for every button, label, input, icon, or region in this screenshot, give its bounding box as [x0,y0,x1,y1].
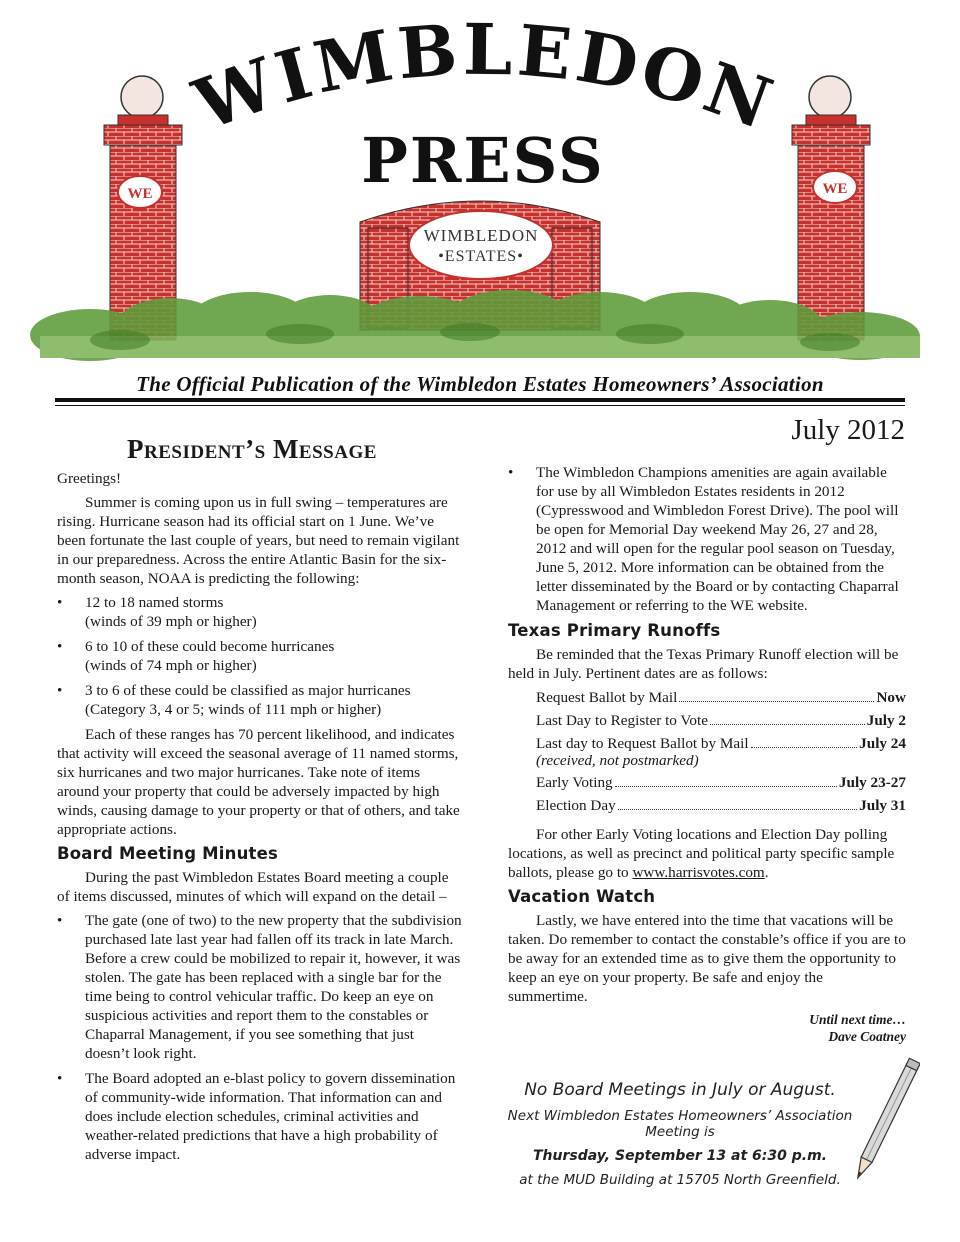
masthead-illustration [0,0,960,400]
date-row: Early Voting July 23-27 [536,774,906,791]
list-item: • 6 to 10 of these could become hurricanes (winds of 74 mph or higher) [57,638,335,674]
sign-text-top: WIMBLEDON [423,226,539,245]
bullet-icon: • [57,1070,63,1087]
vacation-body: Lastly, we have entered into the time that vacations will be taken. Do remember to contact the constable’s office if you are to be away for an extended time as to give them the opportunity to keep an eye on your property. Be safe and enjoy the summertime. [508,912,906,1005]
title-press: PRESS [361,124,605,197]
notice-next-meeting: Next Wimbledon Estates Homeowners’ Association Meeting is [507,1108,853,1140]
texas-outro: For other Early Voting locations and Election Day polling locations, as well as precinct and political party specific sample ballots, please go to www.harrisvotes.com. [508,826,895,881]
bullet-icon: • [57,638,63,655]
signoff: Until next time… [809,1012,906,1027]
bullet-icon: • [57,594,63,611]
list-item: • The Board adopted an e-blast policy to govern dissemination of community-wide information. That information can and does include election schedules, criminal activities and weather-related predictions that have a high probability of adverse impact. [57,1070,456,1163]
pillar-monogram-left: WE [127,186,153,202]
date-row: Last Day to Register to Vote July 2 [536,712,906,729]
notice-location: at the MUD Building at 15705 North Greenfield. [519,1172,841,1188]
notice-date-time: Thursday, September 13 at 6:30 p.m. [533,1148,827,1164]
date-row: Last day to Request Ballot by Mail July 24 [536,735,906,752]
bullet-icon: • [57,682,63,699]
sign-text-bottom: •ESTATES• [438,248,524,265]
date-row: Request Ballot by Mail Now [536,689,906,706]
pencil-icon [850,1052,920,1197]
right-pillar [792,76,870,340]
right-column [508,463,906,1045]
board-items-list [57,911,462,1164]
board-items-continued [508,463,906,615]
masthead-rule-thin [55,405,905,406]
left-column [57,434,462,1170]
pillar-monogram-right: WE [822,181,848,197]
board-intro: During the past Wimbledon Estates Board meeting a couple of items discussed, minutes of which will expand on the detail – [57,869,449,905]
harrisvotes-link[interactable]: www.harrisvotes.com [632,864,765,881]
list-item: • The gate (one of two) to the new property that the subdivision purchased late last year had fallen off its track in late March. Before a crew could be mobilized to repair it, however, it was stolen. The gate has been replaced with a single bar for the time being to control vehicular traffic. Do keep an eye on suspicious activities and report them to the constables or Chaparral Management, if you see something that just doesn’t look right. [57,912,462,1062]
masthead-rule-thick [55,398,905,402]
notice-no-meetings: No Board Meetings in July or August. [524,1080,836,1100]
title-wimbledon: WIMBLEDON [183,7,787,147]
date-note: (received, not postmarked) [536,752,699,769]
hurricane-predictions-list [57,593,462,719]
signature: Dave Coatney [828,1029,906,1044]
president-intro: Summer is coming upon us in full swing – temperatures are rising. Hurricane season had its official start on 1 June. We’ve been fortunate the last couple of years, but need to remain vigilant in our preparedness. Across the entire Atlantic Basin for the six-month season, NOAA is predicting the following: [57,494,460,587]
texas-intro: Be reminded that the Texas Primary Runoff election will be held in July. Pertinent dates are as follows: [508,646,899,682]
date-row: Election Day July 31 [536,797,906,814]
board-minutes-heading: Board Meeting Minutes [57,844,279,863]
meeting-notice [490,1080,870,1188]
election-dates [536,688,906,819]
list-item: • 3 to 6 of these could be classified as major hurricanes (Category 3, 4 or 5; winds of 111 mph or higher) [57,682,411,718]
issue-date: July 2012 [791,414,905,446]
president-closing: Each of these ranges has 70 percent likelihood, and indicates that activity will exceed the seasonal average of 11 named storms, six hurricanes and two major hurricanes. Take note of items around your property that could be adversely impacted by high winds, causing damage to your property or that of others, and take appropriate actions. [57,726,460,838]
greeting: Greetings! [57,470,122,487]
bullet-icon: • [57,912,63,929]
bullet-icon: • [508,464,514,481]
vacation-watch-heading: Vacation Watch [508,887,656,906]
texas-runoffs-heading: Texas Primary Runoffs [508,621,721,640]
presidents-message-heading: President’s Message [127,434,377,464]
list-item: • 12 to 18 named storms (winds of 39 mph or higher) [57,594,257,630]
tagline: The Official Publication of the Wimbledon Estates Homeowners’ Association [136,372,824,396]
list-item: • The Wimbledon Champions amenities are again available for use by all Wimbledon Estates residents in 2012 (Cypresswood and Wimbledon Forest Drive). The pool will be open for Memorial Day weekend May 26, 27 and 28, 2012 and will open for the regular pool season on Tuesday, June 5, 2012. More information can be obtained from the letter disseminated by the Board or by contacting Chaparral Management or referring to the WE website. [508,464,899,614]
